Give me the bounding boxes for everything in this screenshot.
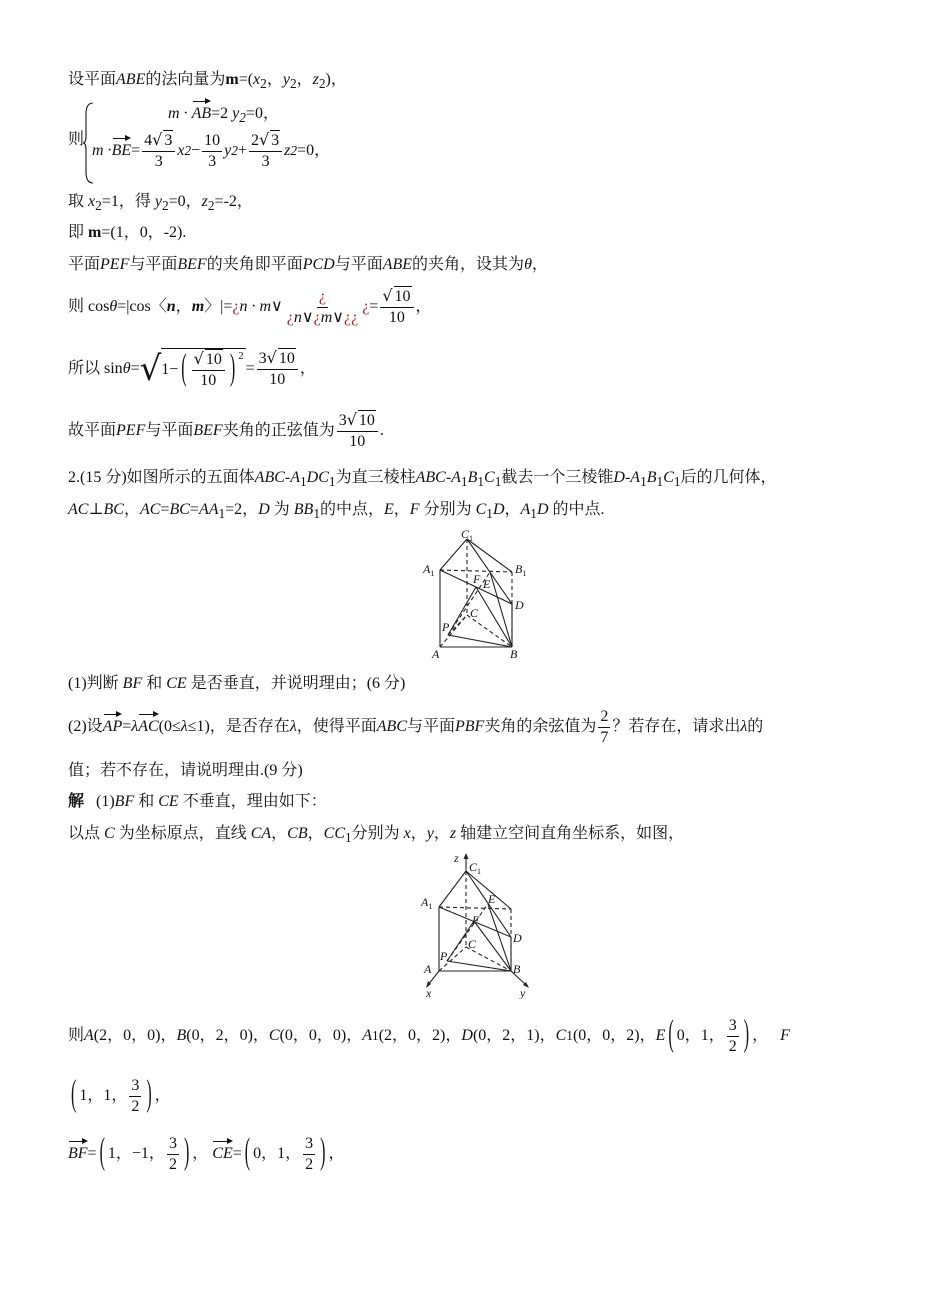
q2-part2-cont: 值；若不存在，请说明理由.(9 分) xyxy=(68,762,303,779)
fig2-label-C: C xyxy=(468,937,477,951)
fig2-label-E: E xyxy=(488,892,496,906)
fig2-label-A: A xyxy=(424,962,432,976)
axis-z: z xyxy=(454,851,459,865)
fig2-label-C1: $C_1$ xyxy=(469,860,482,876)
label-F: F xyxy=(473,572,481,586)
q2-statement-line2: AC⊥BC，$AC=BC=AA_1=2$，D 为 $BB_1$的中点，E，F 分别为 $C_1D$，$A_1D$ 的中点. xyxy=(68,501,605,522)
label-P: P xyxy=(442,620,450,634)
label-A: A xyxy=(432,647,440,661)
q2-statement-line1: 2.(15 分)如图所示的五面体ABC-$A_1DC_1$为直三棱柱ABC-$A_1B_1C_1$截去一个三棱锥$D-A_1B_1C_1$后的几何体， xyxy=(68,469,777,490)
fig2-label-D: D xyxy=(513,931,522,945)
label-C1: $C_1$ xyxy=(461,527,474,543)
label-E: E xyxy=(483,577,491,591)
line-sin-theta: 所以 sin θ = √ 1− ( $\frac{√ 10}{10}$ ) $^2$ = $\frac{3√ 10}{10}$ ， xyxy=(68,348,316,389)
line-sine-result: 故平面 PEF 与平面 BEF 夹角的正弦值为 $\frac{3√ 10}{10}$ . xyxy=(68,410,384,450)
solution-start: 解 (1)BF 和 CE 不垂直，理由如下： xyxy=(68,793,327,810)
label-B1: $B_1$ xyxy=(515,562,527,578)
label-C: C xyxy=(470,606,479,620)
label-D: D xyxy=(515,598,524,612)
line-cos-theta: 则 cos θ =|cos〈 n ， m 〉|= ¿ n · m ∨ $\frac{¿}{¿n\vee¿m\vee¿¿}$ ¿ = $\frac{√ 10}{10}$ ， xyxy=(68,286,432,326)
fig2-label-F: F xyxy=(472,913,480,927)
pentahedron-figure xyxy=(418,525,533,663)
axis-x: x xyxy=(426,986,432,999)
q2-part1: (1)判断 BF 和 CE 是否垂直，并说明理由；(6 分) xyxy=(68,675,406,692)
solution-point-F: ( 1，1， $\frac{3}{2}$ ) ， xyxy=(71,1075,171,1115)
line-plane-angle: 平面PEF与平面BEF的夹角即平面PCD与平面ABE的夹角，设其为θ， xyxy=(68,256,548,273)
fig2-label-A1: $A_1$ xyxy=(421,895,433,911)
q2-part2: (2)设 AP = λ AC (0≤ λ ≤1)，是否存在 λ ，使得平面 ABC 与平面 PBF 夹角的余弦值为 $\frac{2}{7}$ ？若存在，请求出 λ 的 xyxy=(68,707,764,746)
axis-y: y xyxy=(520,986,526,999)
solution-coords-setup: 以点 C 为坐标原点，直线 CA，CB，$CC_1$分别为 x，y，z 轴建立空间直角坐标系，如图， xyxy=(68,825,685,846)
line-take-x2: 取 $x_2=1$，得 $y_2=0$，$z_2=-2$， xyxy=(68,193,253,214)
coordinate-figure xyxy=(414,849,534,999)
fig2-label-B: B xyxy=(513,962,521,976)
solution-point-coords: 则 A (2，0，0)， B (0，2，0)， C (0，0，0)， A 1 (2，0，2)， D (0，2，1)， C 1 (0，0，2)， E ( 0，1， $\frac{3}{2}$ ) ， F xyxy=(68,1015,790,1055)
line-m-vector: 即 m=(1，0，-2). xyxy=(68,224,187,241)
solution-vectors: BF = ( 1，−1， $\frac{3}{2}$ ) ， CE = ( 0，1， $\frac{3}{2}$ ) ， xyxy=(68,1133,345,1173)
label-A1: $A_1$ xyxy=(423,562,435,578)
fig2-label-P: P xyxy=(440,949,448,963)
line-normal-vector: 设平面ABE的法向量为$m=(x_2$，$y_2$，$z_2$)， xyxy=(68,71,347,92)
label-B: B xyxy=(510,647,518,661)
